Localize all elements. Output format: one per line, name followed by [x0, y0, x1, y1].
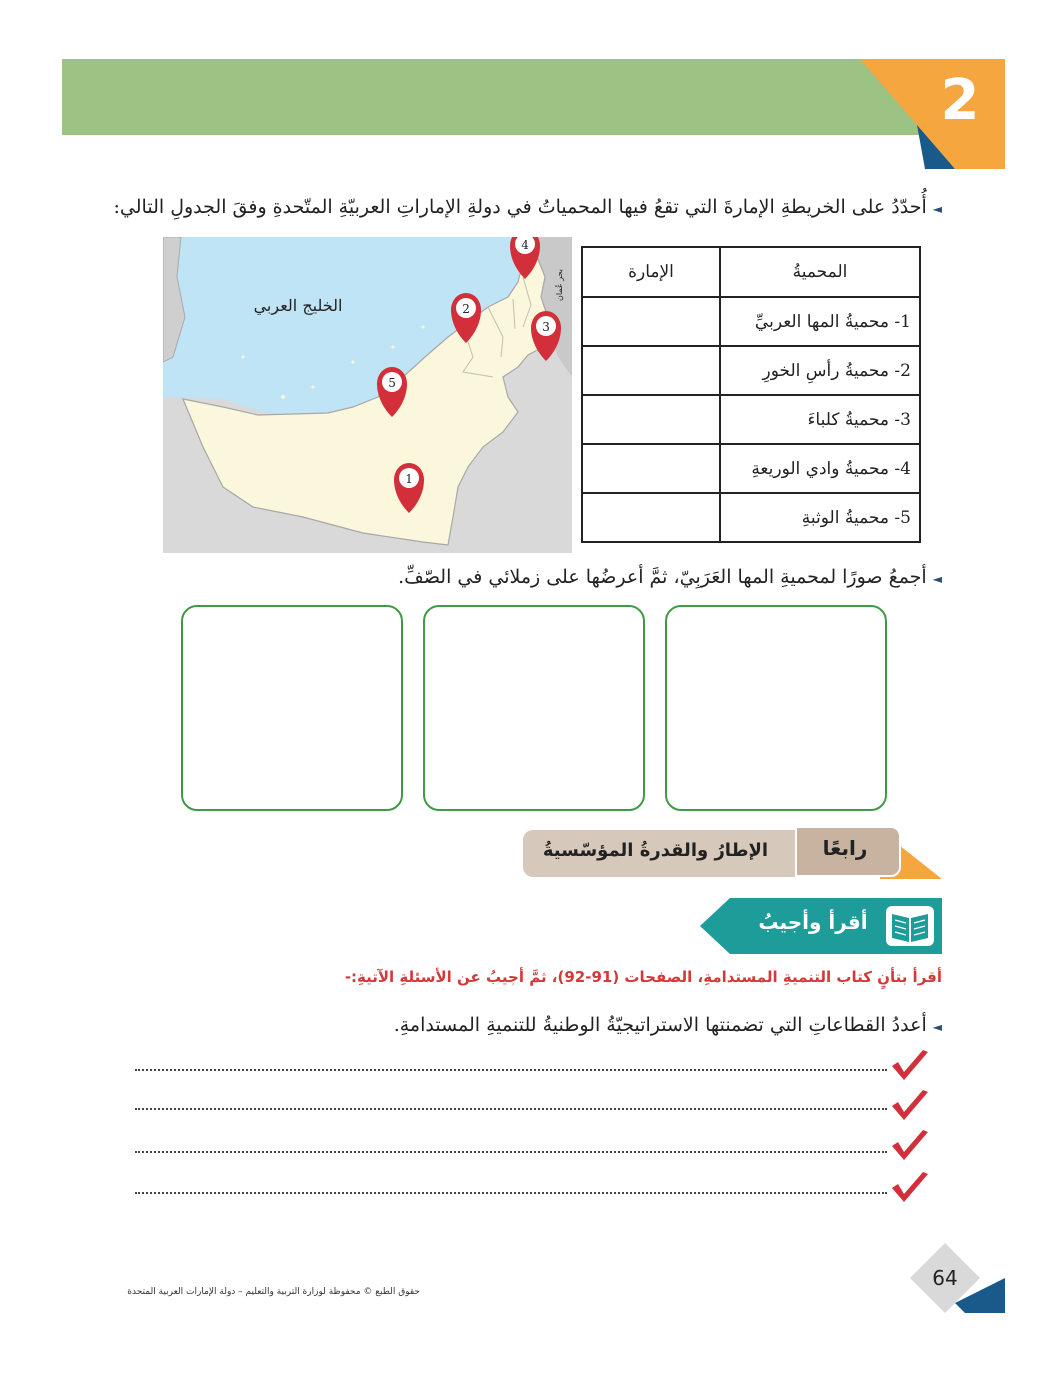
- emirate-answer-cell[interactable]: [582, 444, 720, 493]
- question-photos-text: أجمعُ صورًا لمحميةِ المها العَرَبِيّ، ثمَّ أعرضُها على زملائي في الصّفِّ.: [398, 566, 927, 588]
- question-sectors-text: أعددُ القطاعاتِ التي تضمنتها الاستراتيجيّةُ الوطنيةُ للتنميةِ المستدامةِ.: [393, 1014, 927, 1036]
- read-answer-label: أقرأ وأجيبُ: [758, 910, 868, 934]
- checkmark-icon: [890, 1170, 930, 1206]
- emirate-answer-cell[interactable]: [582, 297, 720, 346]
- unit-number: 2: [940, 68, 980, 133]
- map-pin-3-label: 3: [542, 320, 550, 334]
- map-pin-2-label: 2: [462, 302, 470, 316]
- table-row: [582, 346, 920, 395]
- question-sectors: [394, 1014, 942, 1036]
- gulf-label: الخليج العربي: [253, 296, 343, 315]
- bullet-icon: ◄: [932, 1020, 942, 1034]
- emirate-answer-cell[interactable]: [582, 493, 720, 542]
- answer-line-4[interactable]: [135, 1192, 887, 1194]
- header-emirate: الإمارة: [582, 247, 720, 297]
- question-map-text: أُحدّدُ على الخريطةِ الإمارةَ التي تقعُ فيها المحمياتُ في دولةِ الإماراتِ العربيّةِ المتّحدةِ وفقَ الجدولِ التالي:: [113, 196, 927, 218]
- uae-map: [163, 237, 572, 553]
- photo-box-2[interactable]: [423, 605, 645, 811]
- table-header-row: [582, 247, 920, 297]
- header-reserve: المحميةُ: [720, 247, 920, 297]
- bullet-icon: ◄: [932, 572, 942, 586]
- copyright-note: حقوق الطبع © محفوظة لوزارة التربية والتعليم – دولة الإمارات العربية المتحدة: [127, 1287, 420, 1297]
- question-photos: [398, 566, 942, 588]
- section-title: الإطارُ والقدرةُ المؤسّسيةُ: [542, 840, 769, 861]
- emirate-answer-cell[interactable]: [582, 395, 720, 444]
- table-row: [582, 297, 920, 346]
- map-pin-1-label: 1: [405, 472, 413, 486]
- emirate-answer-cell[interactable]: [582, 346, 720, 395]
- reserves-table: [581, 246, 921, 543]
- map-pin-5-label: 5: [388, 376, 396, 390]
- reserve-name: 5- محميةُ الوثبةِ: [720, 493, 920, 542]
- header-band: [62, 59, 962, 135]
- read-instruction: أقرأ بتأنٍ كتاب التنميةِ المستدامةِ، الصفحات (91-92)، ثمَّ أجيبُ عن الأسئلةِ الآتيةِ:-: [344, 968, 942, 986]
- reserve-name: 4- محميةُ وادي الوريعةِ: [720, 444, 920, 493]
- checkmark-icon: [890, 1128, 930, 1164]
- reserve-name: 3- محميةُ كلباءَ: [720, 395, 920, 444]
- table-row: [582, 493, 920, 542]
- checkmark-icon: [890, 1048, 930, 1084]
- page-number: 64: [932, 1266, 958, 1290]
- map-pin-4-label: 4: [521, 238, 529, 252]
- answer-line-3[interactable]: [135, 1151, 887, 1153]
- checkmark-icon: [890, 1088, 930, 1124]
- table-row: [582, 395, 920, 444]
- answer-line-2[interactable]: [135, 1108, 887, 1110]
- reserve-name: 2- محميةُ رأسِ الخورِ: [720, 346, 920, 395]
- oman-sea-label: بحر عُمان: [555, 268, 564, 302]
- answer-line-1[interactable]: [135, 1069, 887, 1071]
- question-map: [114, 196, 942, 218]
- photo-box-1[interactable]: [665, 605, 887, 811]
- section-tab-label: رابعًا: [822, 836, 868, 860]
- bullet-icon: ◄: [932, 202, 942, 216]
- photo-box-3[interactable]: [181, 605, 403, 811]
- table-row: [582, 444, 920, 493]
- reserve-name: 1- محميةُ المها العربيِّ: [720, 297, 920, 346]
